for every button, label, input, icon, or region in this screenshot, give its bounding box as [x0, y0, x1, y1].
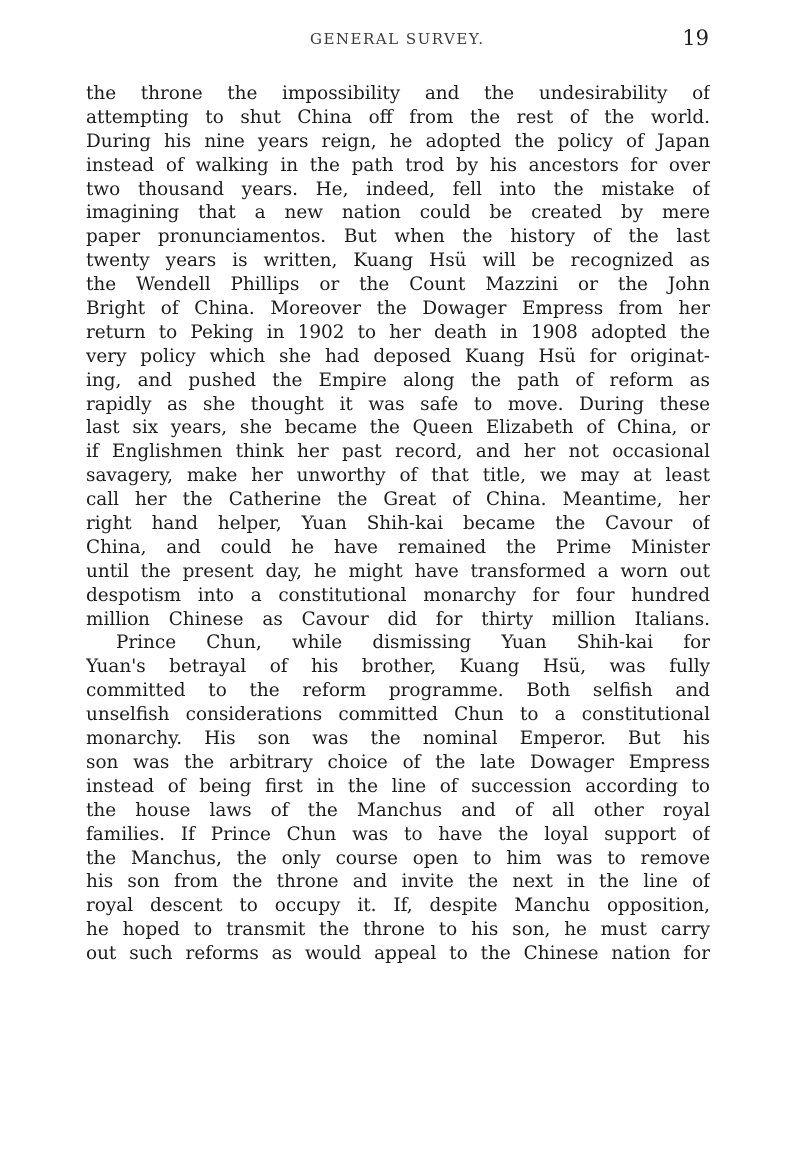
text-line: Yuan's betrayal of his brother, Kuang Hsü, was fully: [86, 656, 710, 678]
text-line: paper pronunciamentos. But when the history of the last: [86, 226, 710, 248]
paragraph-1: [86, 82, 710, 631]
text-line: the Manchus, the only course open to him was to remove: [86, 847, 710, 869]
text-line: call her the Catherine the Great of China. Meantime, her: [86, 489, 710, 511]
text-line: attempting to shut China off from the rest of the world.: [86, 106, 710, 128]
text-line: imagining that a new nation could be created by mere: [86, 202, 710, 224]
text-line: monarchy. His son was the nominal Emperor. But his: [86, 728, 710, 750]
text-line: two thousand years. He, indeed, fell into the mistake of: [86, 178, 710, 200]
text-line: instead of being first in the line of succession according to: [86, 775, 710, 797]
paragraph-2: [86, 631, 710, 965]
text-line: the throne the impossibility and the undesirability of: [86, 83, 710, 104]
text-line: rapidly as she thought it was safe to move. During these: [86, 393, 710, 415]
text-line: despotism into a constitutional monarchy for four hundred: [86, 584, 710, 606]
text-line: committed to the reform programme. Both selfish and: [86, 680, 710, 702]
body-text: [86, 82, 710, 966]
text-line: out such reforms as would appeal to the Chinese nation for: [86, 943, 710, 965]
text-line: ing, and pushed the Empire along the path of reform as: [86, 369, 710, 391]
text-line: very policy which she had deposed Kuang Hsü for originat-: [86, 345, 710, 367]
text-line: return to Peking in 1902 to her death in 1908 adopted the: [86, 321, 710, 343]
text-line: the Wendell Phillips or the Count Mazzini or the John: [86, 274, 710, 296]
text-line: son was the arbitrary choice of the late Dowager Empress: [86, 751, 710, 773]
text-line: families. If Prince Chun was to have the loyal support of: [86, 823, 710, 845]
text-line: unselfish considerations committed Chun to a constitutional: [86, 704, 710, 726]
text-line: twenty years is written, Kuang Hsü will be recognized as: [86, 250, 710, 272]
running-head: GENERAL SURVEY.: [310, 30, 485, 48]
text-line: savagery, make her unworthy of that title, we may at least: [86, 465, 710, 487]
text-line: the house laws of the Manchus and of all other royal: [86, 799, 710, 821]
text-line: until the present day, he might have transformed a worn out: [86, 560, 710, 582]
text-line: Bright of China. Moreover the Dowager Empress from her: [86, 298, 710, 320]
text-line: China, and could he have remained the Prime Minister: [86, 536, 710, 558]
text-line: Prince Chun, while dismissing Yuan Shih-kai for: [116, 632, 710, 654]
text-line: he hoped to transmit the throne to his son, he must carry: [86, 919, 710, 941]
text-line: instead of walking in the path trod by his ancestors for over: [86, 154, 710, 176]
text-line: right hand helper, Yuan Shih-kai became the Cavour of: [86, 513, 710, 535]
text-line: his son from the throne and invite the next in the line of: [86, 871, 710, 893]
text-line: royal descent to occupy it. If, despite Manchu opposition,: [86, 895, 710, 917]
text-line: During his nine years reign, he adopted the policy of Japan: [86, 130, 710, 152]
page-number: 19: [682, 26, 709, 50]
text-line: if Englishmen think her past record, and her not occasional: [86, 441, 710, 463]
text-line: last six years, she became the Queen Elizabeth of China, or: [86, 417, 710, 439]
text-line: million Chinese as Cavour did for thirty million Italians.: [86, 608, 710, 630]
